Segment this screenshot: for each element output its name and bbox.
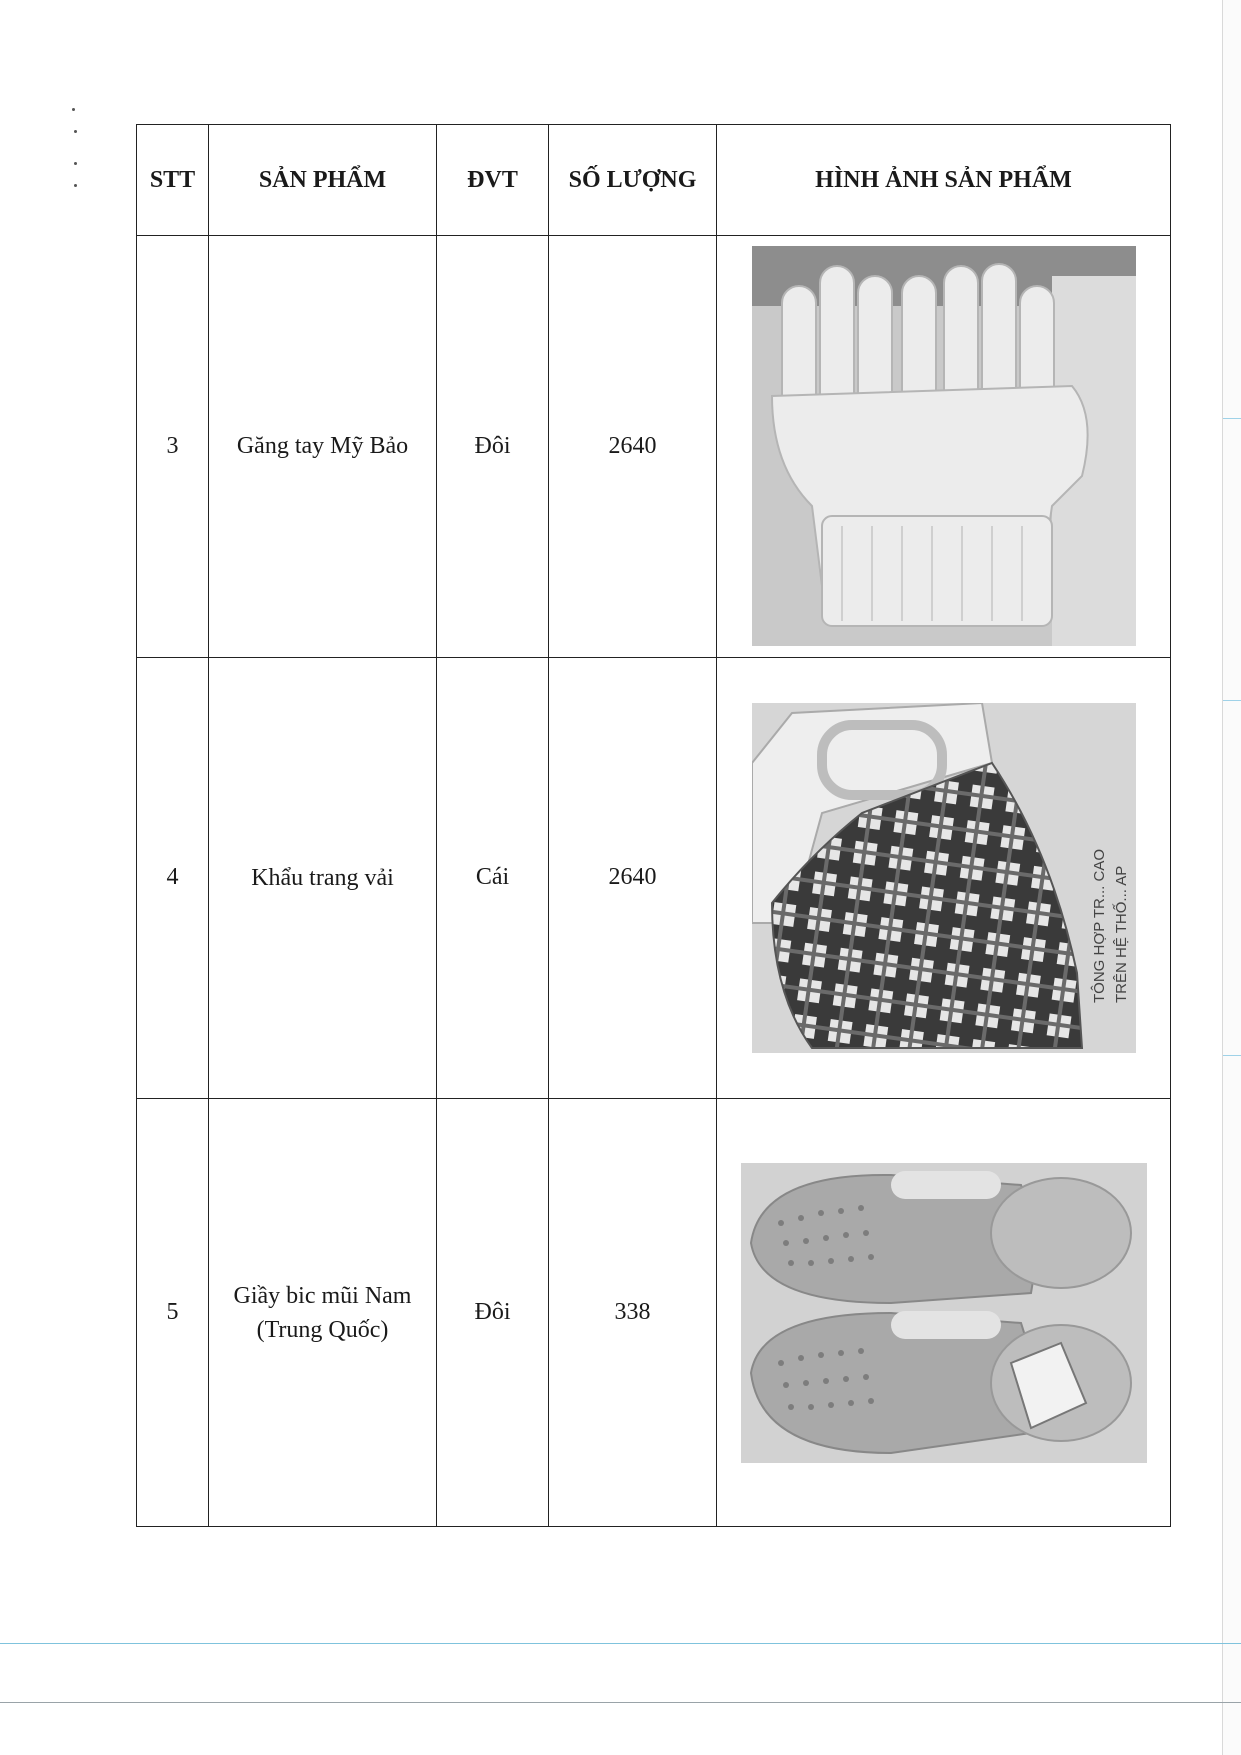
product-name-line: Găng tay Mỹ Bảo — [236, 433, 409, 460]
margin-mark — [1223, 1055, 1241, 1056]
row-stt: 5 — [137, 1099, 209, 1527]
footer-gray-rule — [0, 1702, 1241, 1703]
row-image-cell — [717, 1099, 1171, 1527]
scan-speck — [74, 130, 77, 133]
table-row — [137, 1099, 1171, 1527]
row-unit: Đôi — [437, 236, 549, 658]
plaid-cloth-mask-photo — [752, 703, 1136, 1053]
page-right-edge — [1222, 0, 1241, 1755]
header-unit: ĐVT — [437, 125, 549, 236]
row-image-cell — [717, 657, 1171, 1099]
product-name-line: Khẩu trang vải — [251, 864, 394, 891]
row-unit: Cái — [437, 657, 549, 1099]
header-quantity: SỐ LƯỢNG — [549, 125, 717, 236]
product-name-line: (Trung Quốc) — [256, 1316, 389, 1343]
footer-blue-rule — [0, 1643, 1241, 1644]
margin-mark — [1223, 418, 1241, 419]
row-product-name — [209, 1099, 437, 1527]
row-stt: 4 — [137, 657, 209, 1099]
row-stt: 3 — [137, 236, 209, 658]
clog-shoes-photo — [741, 1163, 1147, 1463]
row-image-cell — [717, 236, 1171, 658]
row-unit: Đôi — [437, 1099, 549, 1527]
product-table — [136, 124, 1171, 1527]
header-product: SẢN PHẨM — [209, 125, 437, 236]
margin-mark — [1223, 700, 1241, 701]
header-product-image: HÌNH ẢNH SẢN PHẨM — [717, 125, 1171, 236]
product-name-line: Giầy bic mũi Nam — [233, 1282, 412, 1309]
row-quantity: 338 — [549, 1099, 717, 1527]
photo-text: TÔNG HỢP TR... CAO — [1090, 848, 1108, 1003]
table-row — [137, 657, 1171, 1099]
scan-speck — [74, 184, 77, 187]
table-header-row — [137, 125, 1171, 236]
row-quantity: 2640 — [549, 236, 717, 658]
row-product-name — [209, 236, 437, 658]
scan-speck — [72, 108, 75, 111]
row-product-name — [209, 657, 437, 1099]
row-quantity: 2640 — [549, 657, 717, 1099]
header-stt: STT — [137, 125, 209, 236]
table-row — [137, 236, 1171, 658]
knit-gloves-photo — [752, 246, 1136, 646]
scan-speck — [74, 162, 77, 165]
photo-text: TRÊN HỆ THỐ... AP — [1112, 865, 1130, 1003]
